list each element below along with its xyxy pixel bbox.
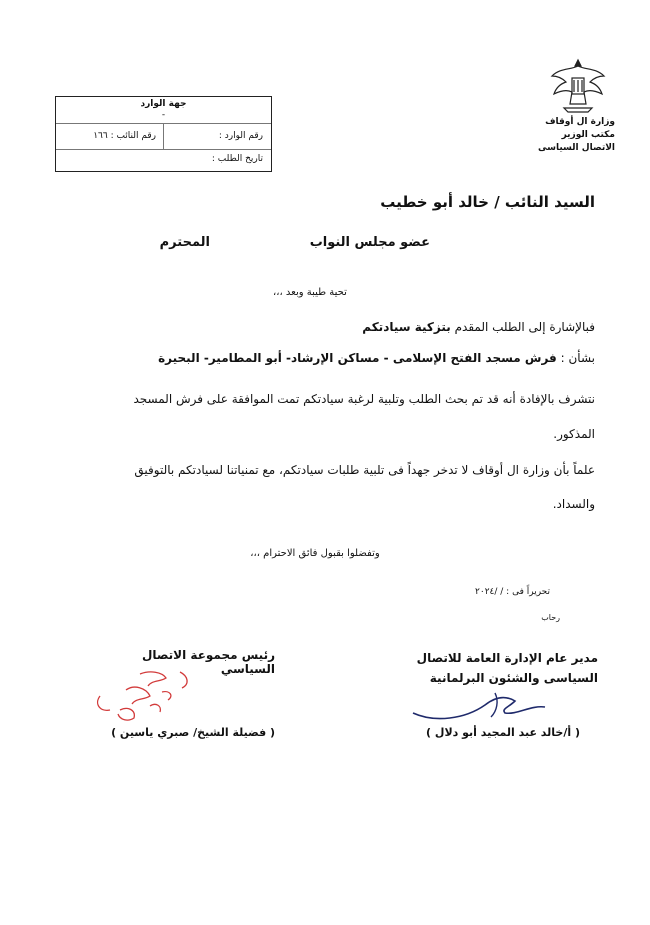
left-signatory-title: رئيس مجموعة الاتصال السياسي (141, 648, 275, 676)
member-label: عضو مجلس النواب (309, 235, 430, 250)
incoming-box (55, 96, 272, 172)
mp-number: رقم النائب : ١٦٦ (93, 131, 156, 141)
right-title-line-1: مدير عام الإدارة العامة للاتصال (416, 651, 598, 665)
greeting: تحية طيبة وبعد ،،، (273, 287, 347, 298)
right-title-line-2: السياسى والشئون البرلمانية (429, 671, 598, 685)
body-line-4: المذكور. (553, 427, 595, 441)
body-line-2 (160, 351, 595, 365)
right-signatory-name: ( أ/خالد عبد المجيد أبو دلال ) (426, 726, 580, 739)
ministry-line-3: الاتصال السياسى (538, 143, 615, 153)
body-line-1-prefix: فبالإشارة إلى الطلب المقدم (454, 320, 595, 334)
body-line-2-bold: فرش مسجد الفتح الإسلامى - مساكن الإرشاد- أبو المطامير- البحيرة (158, 351, 557, 365)
ministry-header (520, 116, 615, 155)
initials: رحاب (541, 613, 560, 622)
incoming-title-row (56, 97, 271, 124)
request-date-label: تاريخ الطلب : (211, 154, 263, 164)
signature-red-mark (70, 666, 210, 730)
body-line-2-prefix: بشأن : (560, 351, 595, 365)
addressee: السيد النائب / خالد أبو خطيب (380, 193, 595, 211)
right-signatory-title (393, 648, 598, 688)
incoming-divider (163, 123, 164, 149)
respected-label: المحترم (159, 235, 210, 250)
ministry-line-2: مكتب الوزير (561, 130, 615, 140)
signature-blue-mark (405, 683, 555, 728)
body-line-6: والسداد. (552, 497, 595, 511)
incoming-number-label: رقم الوارد : (218, 131, 263, 141)
body-line-1 (320, 320, 595, 334)
date-line: تحريراً فى : / /٢٠٢٤ (475, 587, 550, 597)
ministry-line-1: وزارة ال أوقاف (545, 117, 615, 127)
incoming-dash: - (161, 110, 166, 120)
incoming-title: جهة الوارد (140, 99, 187, 109)
body-line-5: علماً بأن وزارة ال أوقاف لا تدخر جهداً فى تلبية طلبات سيادتكم، مع تمنياتنا لسيادتكم بالتوفيق (134, 463, 595, 477)
body-line-3: نتشرف بالإفادة أنه قد تم بحث الطلب وتلبية لرغبة سيادتكم تمت الموافقة على فرش المسجد (133, 392, 595, 406)
closing: وتفضلوا بقبول فائق الاحترام ،،، (250, 548, 380, 559)
left-signatory-name: ( فضيلة الشيخ/ صبري ياسين ) (111, 726, 275, 739)
request-date-row (56, 149, 271, 171)
eagle-emblem-icon (548, 54, 608, 116)
body-line-1-bold: بتزكية سيادتكم (362, 320, 451, 334)
